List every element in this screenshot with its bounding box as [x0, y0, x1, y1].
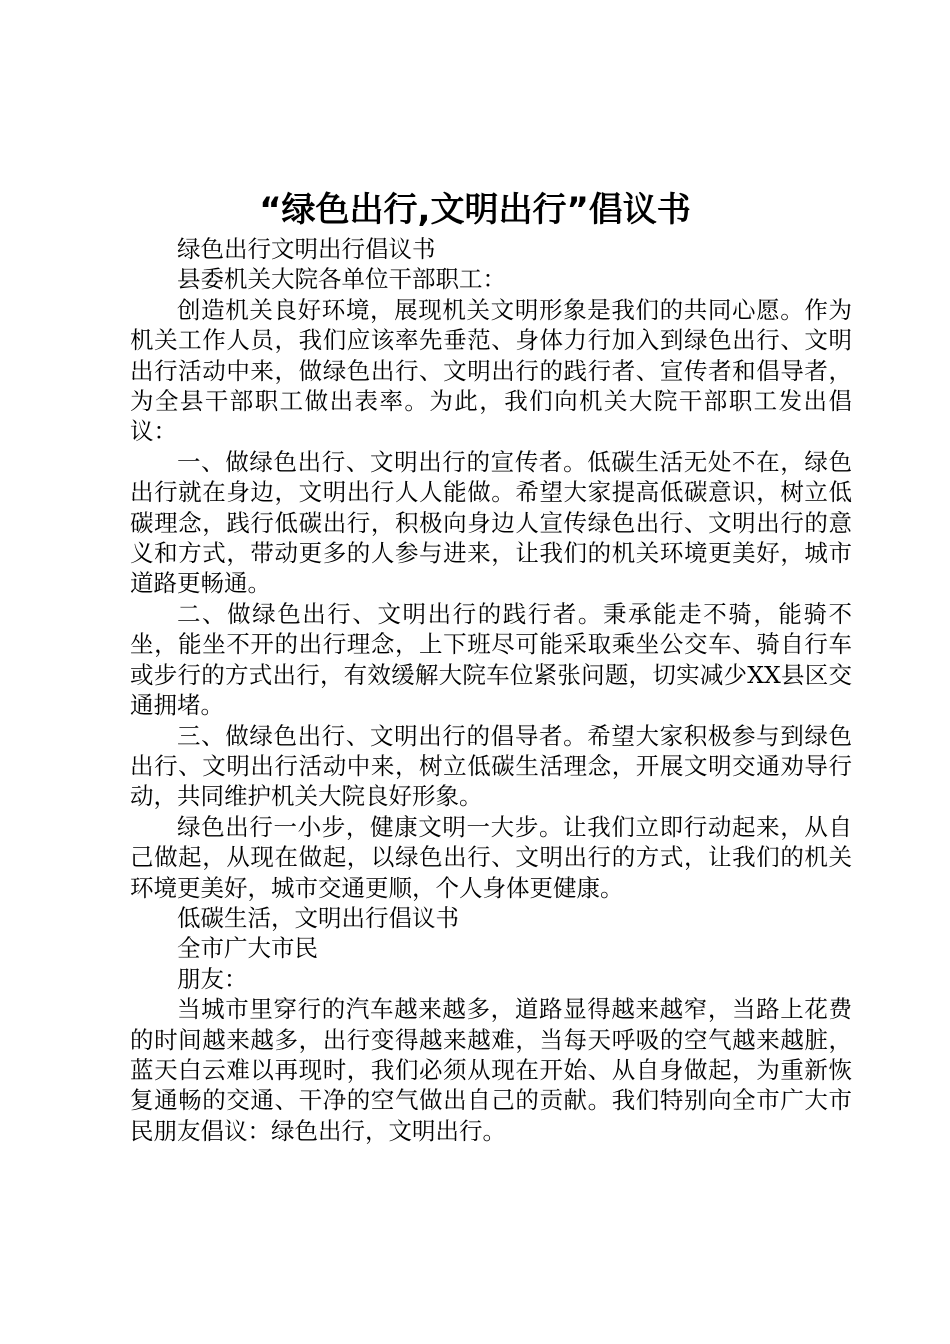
document-title: “绿色出行,文明出行”倡议书 [259, 190, 691, 230]
paragraph-second-salutation: 朋友： [177, 964, 248, 993]
paragraph-subtitle: 绿色出行文明出行倡议书 [177, 235, 436, 263]
paragraph-second-intro: 当城市里穿行的汽车越来越多，道路显得越来越窄，当路上花费的时间越来越多，出行变得越来越难，当每天呼吸的空气越来越脏，蓝天白云难以再现时，我们必须从现在开始、从自身做起，为重新恢复通畅的交通、干净的空气做出自己的贡献。我们特别向全市广大市民朋友倡议：绿色出行，文明出行。 [130, 995, 852, 1145]
paragraph-second-title: 低碳生活，文明出行倡议书 [177, 903, 459, 932]
paragraph-point-one: 一、做绿色出行、文明出行的宣传者。低碳生活无处不在，绿色出行就在身边，文明出行人人能做。希望大家提高低碳意识，树立低碳理念，践行低碳出行，积极向身边人宣传绿色出行、文明出行的意义和方式，带动更多的人参与进来，让我们的机关环境更美好，城市道路更畅通。 [130, 447, 852, 598]
paragraph-point-three: 三、做绿色出行、文明出行的倡导者。希望大家积极参与到绿色出行、文明出行活动中来，树立低碳生活理念，开展文明交通劝导行动，共同维护机关大院良好形象。 [130, 721, 852, 811]
document-body [130, 234, 852, 1146]
paragraph-intro: 创造机关良好环境，展现机关文明形象是我们的共同心愿。作为机关工作人员，我们应该率先垂范、身体力行加入到绿色出行、文明出行活动中来，做绿色出行、文明出行的践行者、宣传者和倡导者，为全县干部职工做出表率。为此，我们向机关大院干部职工发出倡议： [130, 295, 852, 446]
paragraph-salutation: 县委机关大院各单位干部职工： [177, 265, 506, 294]
paragraph-closing: 绿色出行一小步，健康文明一大步。让我们立即行动起来，从自己做起，从现在做起，以绿色出行、文明出行的方式，让我们的机关环境更美好，城市交通更顺，个人身体更健康。 [130, 812, 852, 902]
paragraph-point-two: 二、做绿色出行、文明出行的践行者。秉承能走不骑，能骑不坐，能坐不开的出行理念，上下班尽可能采取乘坐公交车、骑自行车或步行的方式出行，有效缓解大院车位紧张问题，切实减少XX县区交通拥堵。 [130, 599, 852, 720]
paragraph-second-audience: 全市广大市民 [177, 934, 318, 963]
